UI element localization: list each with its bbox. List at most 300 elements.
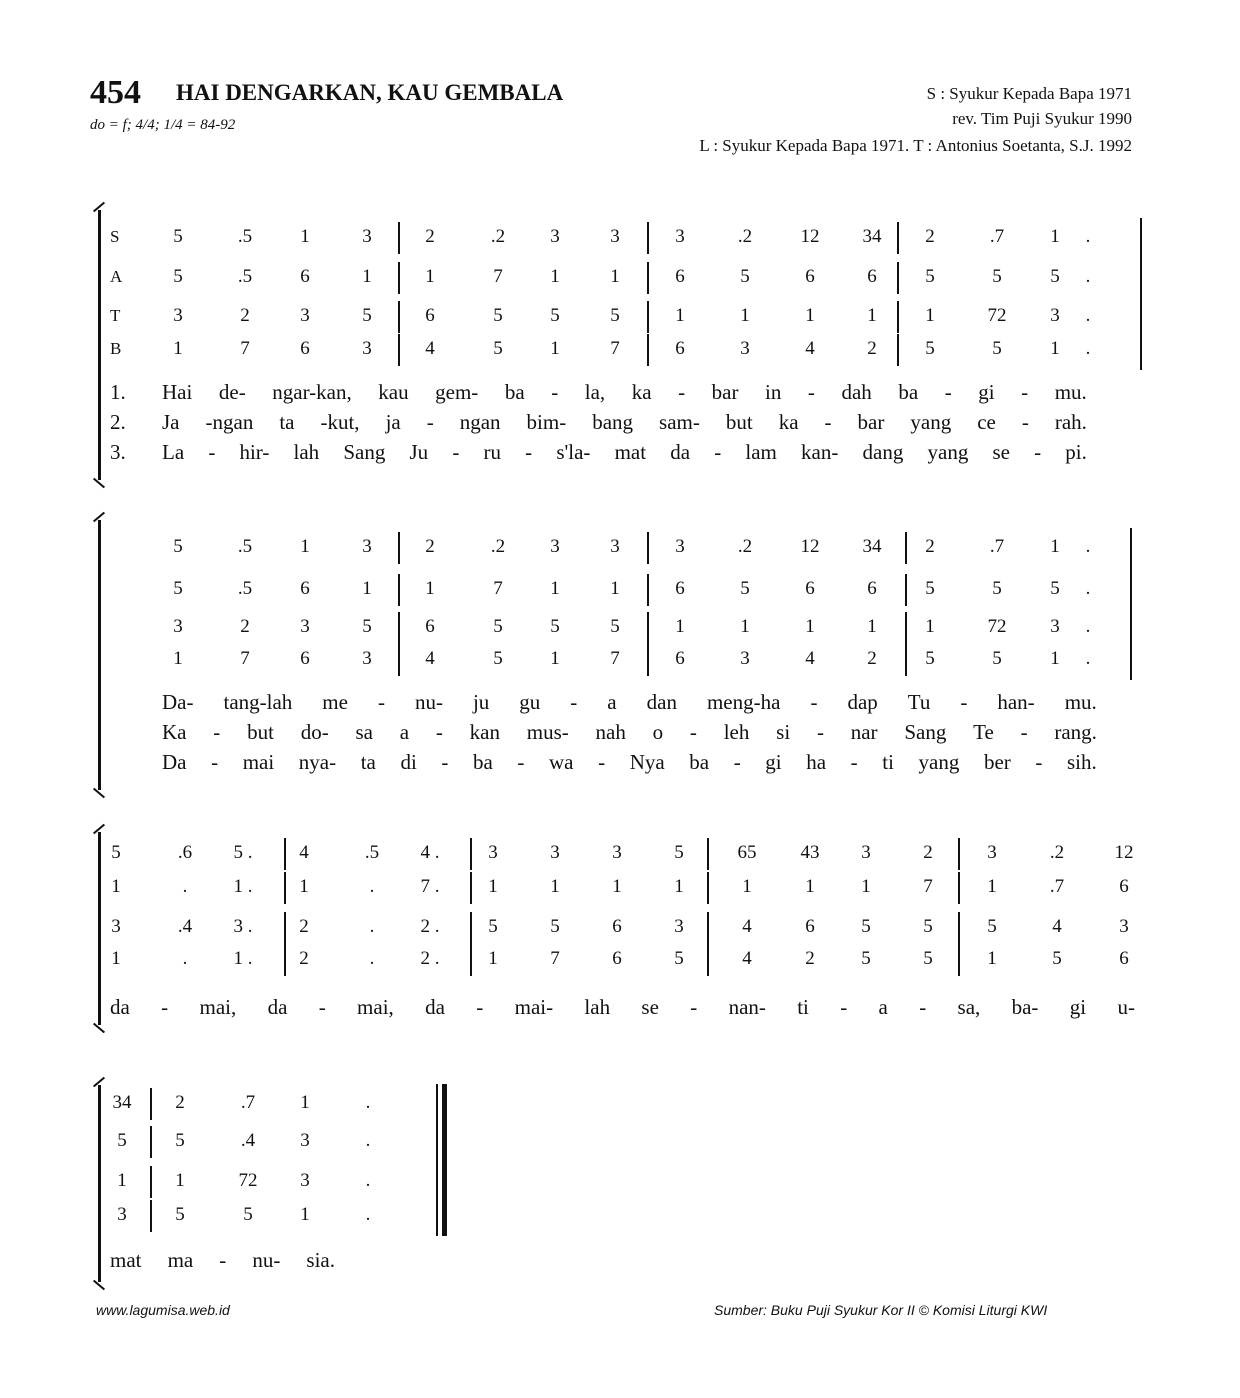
cipher-note: .4	[177, 916, 193, 937]
lyric-syllable: yang	[918, 750, 960, 774]
voice-label: A	[110, 267, 123, 286]
cipher-note: 4	[425, 338, 435, 359]
cipher-note: 1	[861, 876, 871, 897]
cipher-note: 2	[240, 305, 250, 326]
lyric-syllable: mai-	[514, 995, 554, 1019]
cipher-note: 5	[173, 226, 183, 247]
bar-line	[398, 334, 400, 366]
cipher-note: 1	[805, 616, 815, 637]
cipher-note: 5	[111, 842, 121, 863]
cipher-note: .5	[237, 536, 253, 557]
lyric-syllable: Sang	[343, 440, 386, 464]
cipher-note: 5	[173, 578, 183, 599]
lyric-syllable: mai,	[357, 995, 394, 1019]
lyric-syllable: -kut,	[320, 410, 360, 434]
cipher-note: 72	[987, 616, 1007, 637]
lyric-syllable: nah	[595, 720, 626, 744]
cipher-note: 3	[1119, 916, 1129, 937]
lyric-syllable: meng-ha	[706, 690, 781, 714]
lyric-syllable: ngan	[459, 410, 501, 434]
end-bar-line	[1140, 218, 1142, 370]
lyric-syllable: Da-	[162, 690, 194, 714]
bar-line	[647, 574, 649, 606]
cipher-note: 3	[674, 916, 684, 937]
lyric-syllable: but	[247, 720, 274, 744]
lyric-syllable: -	[850, 750, 858, 774]
lyric-syllable: dap	[847, 690, 878, 714]
hymn-number: 454	[90, 74, 141, 111]
cipher-note: 6	[675, 266, 685, 287]
lyric-syllable: -	[1034, 440, 1042, 464]
cipher-note: 6	[675, 578, 685, 599]
cipher-note: 3	[675, 226, 685, 247]
cipher-note: 5	[987, 916, 997, 937]
bar-line	[150, 1088, 152, 1120]
bar-line	[398, 301, 400, 333]
lyric-syllable: -	[816, 720, 824, 744]
cipher-note: 7	[550, 948, 560, 969]
cipher-note: 6	[867, 578, 877, 599]
cipher-note: 4	[425, 648, 435, 669]
cipher-note: 1	[1050, 226, 1060, 247]
lyric-syllable: mat	[110, 1248, 142, 1272]
cipher-note: 1	[300, 226, 310, 247]
cipher-note: 2	[240, 616, 250, 637]
cipher-note: .	[369, 876, 375, 897]
lyric-line	[162, 720, 1097, 745]
cipher-note: 34	[862, 536, 882, 557]
lyric-syllable: -	[840, 995, 848, 1019]
cipher-note: 6	[1119, 948, 1129, 969]
lyric-syllable: -	[598, 750, 606, 774]
cipher-note: 1	[742, 876, 752, 897]
cipher-note: .	[1085, 226, 1091, 247]
lyric-syllable: da	[670, 440, 691, 464]
cipher-note: 65	[737, 842, 757, 863]
lyric-syllable: me	[322, 690, 348, 714]
verse-number: 3.	[110, 440, 126, 464]
cipher-note: 2	[923, 842, 933, 863]
cipher-note: 7	[610, 648, 620, 669]
cipher-note: 5	[243, 1204, 253, 1225]
cipher-note: 5	[493, 338, 503, 359]
cipher-note: 5	[493, 305, 503, 326]
lyric-syllable: -	[161, 995, 169, 1019]
bar-line	[647, 532, 649, 564]
cipher-note: 6	[300, 648, 310, 669]
lyric-syllable: ka	[778, 410, 799, 434]
cipher-note: .6	[177, 842, 193, 863]
cipher-note: 1 .	[233, 948, 253, 969]
cipher-note: 1	[675, 616, 685, 637]
lyric-syllable: si	[776, 720, 791, 744]
cipher-note: 3	[861, 842, 871, 863]
cipher-note: 1	[550, 266, 560, 287]
cipher-note: 1	[300, 1092, 310, 1113]
cipher-note: 5	[362, 305, 372, 326]
cipher-note: 1	[425, 578, 435, 599]
lyric-syllable: Da	[162, 750, 187, 774]
lyric-syllable: -	[551, 380, 559, 404]
cipher-note: 6	[612, 948, 622, 969]
lyric-syllable: bim-	[526, 410, 567, 434]
lyric-syllable: dah	[841, 380, 872, 404]
bar-line	[707, 912, 709, 944]
lyric-syllable: gem-	[435, 380, 479, 404]
cipher-note: 5	[550, 305, 560, 326]
cipher-note: 1	[867, 305, 877, 326]
cipher-note: 2 .	[420, 916, 440, 937]
cipher-note: 2	[175, 1092, 185, 1113]
cipher-note: 5	[488, 916, 498, 937]
bar-line	[707, 944, 709, 976]
lyric-syllable: ta	[279, 410, 295, 434]
system-brace-line	[98, 520, 101, 790]
cipher-note: 5	[173, 266, 183, 287]
lyric-syllable: ba	[504, 380, 525, 404]
bar-line	[905, 612, 907, 644]
final-double-bar	[442, 1084, 447, 1236]
cipher-note: .	[1085, 648, 1091, 669]
lyric-syllable: -	[678, 380, 686, 404]
lyric-syllable: mai	[242, 750, 275, 774]
cipher-note: 1	[173, 338, 183, 359]
cipher-note: .5	[364, 842, 380, 863]
hymn-title: HAI DENGARKAN, KAU GEMBALA	[176, 80, 564, 105]
cipher-note: 6	[675, 338, 685, 359]
cipher-note: 1	[550, 338, 560, 359]
cipher-note: 6	[612, 916, 622, 937]
cipher-note: 5	[861, 916, 871, 937]
lyric-syllable: -	[1020, 720, 1028, 744]
cipher-note: 3	[987, 842, 997, 863]
cipher-note: 5	[175, 1204, 185, 1225]
cipher-note: 1	[299, 876, 309, 897]
cipher-note: 7	[240, 338, 250, 359]
cipher-note: 1	[111, 948, 121, 969]
bar-line	[470, 838, 472, 870]
cipher-note: 3	[488, 842, 498, 863]
cipher-note: 5	[550, 616, 560, 637]
cipher-note: 2	[425, 536, 435, 557]
cipher-note: 5	[117, 1130, 127, 1151]
lyric-syllable: hir-	[239, 440, 270, 464]
bar-line	[707, 872, 709, 904]
cipher-note: 5	[992, 648, 1002, 669]
cipher-note: 1	[425, 266, 435, 287]
bar-line	[470, 912, 472, 944]
lyric-syllable: mat	[614, 440, 647, 464]
lyric-syllable: di	[400, 750, 417, 774]
cipher-note: .2	[490, 226, 506, 247]
lyric-syllable: -	[714, 440, 722, 464]
cipher-note: 1	[674, 876, 684, 897]
lyric-syllable: -	[525, 440, 533, 464]
cipher-note: .7	[989, 536, 1005, 557]
lyric-syllable: -	[441, 750, 449, 774]
lyric-line	[162, 690, 1097, 715]
lyric-syllable: sia.	[306, 1248, 335, 1272]
lyric-syllable: gu	[519, 690, 541, 714]
lyric-syllable: -	[211, 750, 219, 774]
cipher-note: 1	[488, 948, 498, 969]
cipher-note: 1	[925, 305, 935, 326]
cipher-note: 6	[805, 916, 815, 937]
lyric-syllable: -	[219, 1248, 227, 1272]
lyric-syllable: mai,	[199, 995, 237, 1019]
lyric-syllable: -	[919, 995, 927, 1019]
lyric-syllable: -	[570, 690, 578, 714]
bar-line	[398, 644, 400, 676]
lyric-syllable: nar	[850, 720, 878, 744]
cipher-note: 1	[740, 616, 750, 637]
lyric-syllable: Ja	[162, 410, 180, 434]
cipher-note: 1	[550, 648, 560, 669]
cipher-note: 5	[362, 616, 372, 637]
cipher-note: .7	[989, 226, 1005, 247]
cipher-note: 4	[299, 842, 309, 863]
cipher-note: 5	[1050, 578, 1060, 599]
lyric-syllable: nu-	[414, 690, 443, 714]
cipher-note: 4	[805, 338, 815, 359]
cipher-note: 3	[740, 338, 750, 359]
bar-line	[398, 574, 400, 606]
cipher-note: .2	[737, 226, 753, 247]
cipher-note: 3 .	[233, 916, 253, 937]
lyric-syllable: rang.	[1054, 720, 1097, 744]
lyric-syllable: ber	[983, 750, 1011, 774]
lyric-syllable: -	[960, 690, 968, 714]
lyric-syllable: mu.	[1054, 380, 1087, 404]
lyric-syllable: mu.	[1064, 690, 1097, 714]
end-bar-line	[436, 1084, 438, 1236]
cipher-note: 1	[987, 876, 997, 897]
bar-line	[958, 872, 960, 904]
lyric-line	[162, 440, 1087, 465]
bar-line	[647, 301, 649, 333]
bar-line	[958, 838, 960, 870]
footer-source: Sumber: Buku Puji Syukur Kor II © Komisi Liturgi KWI	[714, 1302, 1048, 1318]
cipher-note: 7	[923, 876, 933, 897]
bar-line	[647, 334, 649, 366]
cipher-note: 2	[925, 226, 935, 247]
lyric-syllable: pi.	[1065, 440, 1087, 464]
lyric-syllable: -	[824, 410, 832, 434]
cipher-note: 3	[117, 1204, 127, 1225]
cipher-note: 7	[493, 266, 503, 287]
cipher-note: 5	[861, 948, 871, 969]
lyric-syllable: ti	[882, 750, 894, 774]
cipher-note: 1	[550, 876, 560, 897]
cipher-note: 5	[992, 266, 1002, 287]
tempo-key-info: do = f; 4/4; 1/4 = 84-92	[90, 117, 236, 133]
cipher-note: 5	[1050, 266, 1060, 287]
cipher-note: 2	[805, 948, 815, 969]
cipher-note: .	[365, 1130, 371, 1151]
cipher-note: 5	[740, 578, 750, 599]
cipher-note: 2	[867, 648, 877, 669]
lyric-syllable: rah.	[1054, 410, 1087, 434]
cipher-note: 3	[362, 338, 372, 359]
bar-line	[647, 222, 649, 254]
cipher-note: 1	[1050, 338, 1060, 359]
cipher-note: .	[1085, 338, 1091, 359]
lyric-syllable: -ngan	[205, 410, 254, 434]
lyric-syllable: la,	[584, 380, 606, 404]
cipher-note: 1	[1050, 648, 1060, 669]
cipher-note: 7 .	[420, 876, 440, 897]
cipher-note: 4	[742, 948, 752, 969]
cipher-note: 1	[300, 536, 310, 557]
lyric-syllable: nan-	[728, 995, 766, 1019]
end-bar-line	[1130, 528, 1132, 680]
lyric-syllable: -	[318, 995, 326, 1019]
cipher-note: 2 .	[420, 948, 440, 969]
cipher-note: 72	[987, 305, 1007, 326]
lyric-syllable: yang	[927, 440, 969, 464]
cipher-note: 4	[1052, 916, 1062, 937]
cipher-note: 4	[805, 648, 815, 669]
cipher-note: 5	[992, 578, 1002, 599]
lyric-syllable: -	[476, 995, 484, 1019]
cipher-note: 4	[742, 916, 752, 937]
cipher-note: 6	[867, 266, 877, 287]
bar-line	[398, 532, 400, 564]
bar-line	[150, 1166, 152, 1198]
cipher-note: 12	[800, 536, 820, 557]
lyric-syllable: ba	[898, 380, 919, 404]
lyric-syllable: ba-	[1011, 995, 1039, 1019]
bar-line	[958, 944, 960, 976]
cipher-note: 1	[362, 266, 372, 287]
cipher-note: 3	[300, 1170, 310, 1191]
lyric-syllable: a	[399, 720, 410, 744]
lyric-syllable: a	[878, 995, 888, 1019]
voice-label: T	[110, 306, 121, 325]
cipher-note: 6	[805, 266, 815, 287]
cipher-note: 1	[987, 948, 997, 969]
cipher-note: 1	[300, 1204, 310, 1225]
lyric-syllable: se	[992, 440, 1010, 464]
cipher-note: 5	[925, 648, 935, 669]
bar-line	[398, 222, 400, 254]
cipher-note: 3	[1050, 305, 1060, 326]
lyric-syllable: sa	[355, 720, 373, 744]
lyric-syllable: Ju	[409, 440, 429, 464]
lyric-syllable: gi	[1069, 995, 1087, 1019]
lyric-syllable: -	[452, 440, 460, 464]
cipher-note: 5	[550, 916, 560, 937]
cipher-note: 7	[493, 578, 503, 599]
lyric-syllable: Nya	[629, 750, 665, 774]
cipher-note: 6	[300, 266, 310, 287]
cipher-note: 12	[1114, 842, 1134, 863]
cipher-note: 2	[867, 338, 877, 359]
cipher-note: 5	[175, 1130, 185, 1151]
cipher-note: 1	[610, 266, 620, 287]
cipher-note: 5	[923, 916, 933, 937]
cipher-note: 6	[1119, 876, 1129, 897]
cipher-note: 43	[800, 842, 820, 863]
cipher-note: 5	[173, 536, 183, 557]
lyric-syllable: sa,	[957, 995, 981, 1019]
lyric-syllable: se	[641, 995, 659, 1019]
lyric-syllable: -	[689, 720, 697, 744]
lyric-syllable: lam	[745, 440, 777, 464]
cipher-note: 3	[362, 226, 372, 247]
lyric-syllable: -	[690, 995, 698, 1019]
lyric-syllable: ju	[472, 690, 490, 714]
cipher-note: 2	[299, 916, 309, 937]
cipher-note: 3	[610, 226, 620, 247]
lyric-syllable: kau	[378, 380, 409, 404]
bar-line	[897, 334, 899, 366]
lyric-syllable: da	[267, 995, 288, 1019]
cipher-note: 5	[1052, 948, 1062, 969]
cipher-note: 5	[923, 948, 933, 969]
lyric-syllable: -	[213, 720, 221, 744]
lyric-syllable: s'la-	[556, 440, 591, 464]
cipher-note: 34	[862, 226, 882, 247]
lyric-syllable: bang	[592, 410, 634, 434]
lyric-syllable: -	[426, 410, 434, 434]
lyric-syllable: Sang	[904, 720, 947, 744]
bar-line	[398, 262, 400, 294]
cipher-note: .	[1085, 536, 1091, 557]
lyric-syllable: Te	[973, 720, 994, 744]
bar-line	[897, 222, 899, 254]
cipher-note: 7	[610, 338, 620, 359]
lyric-syllable: da	[425, 995, 445, 1019]
bar-line	[905, 644, 907, 676]
cipher-note: 1	[111, 876, 121, 897]
cipher-note: 1	[675, 305, 685, 326]
cipher-note: 6	[425, 616, 435, 637]
lyric-syllable: tang-lah	[223, 690, 293, 714]
cipher-note: 6	[425, 305, 435, 326]
credit-revision: rev. Tim Puji Syukur 1990	[952, 109, 1132, 128]
cipher-note: 6	[675, 648, 685, 669]
lyric-syllable: lah	[293, 440, 320, 464]
cipher-note: .	[369, 916, 375, 937]
lyric-syllable: leh	[723, 720, 750, 744]
lyric-syllable: dang	[862, 440, 904, 464]
lyric-line	[110, 1248, 335, 1273]
cipher-note: 1	[173, 648, 183, 669]
lyric-syllable: kan-	[801, 440, 839, 464]
lyric-syllable: ti	[797, 995, 809, 1019]
cipher-note: 1	[867, 616, 877, 637]
cipher-note: 2	[925, 536, 935, 557]
bar-line	[905, 532, 907, 564]
bar-line	[647, 262, 649, 294]
lyric-syllable: ka	[631, 380, 652, 404]
cipher-note: .7	[240, 1092, 256, 1113]
cipher-note: 5	[925, 338, 935, 359]
cipher-note: 5 .	[233, 842, 253, 863]
lyric-syllable: sam-	[659, 410, 700, 434]
bar-line	[470, 944, 472, 976]
lyric-syllable: Tu	[907, 690, 931, 714]
lyric-syllable: -	[807, 380, 815, 404]
lyric-syllable: dan	[646, 690, 677, 714]
lyric-syllable: La	[162, 440, 185, 464]
cipher-note: .	[365, 1204, 371, 1225]
cipher-note: 5	[740, 266, 750, 287]
footer-website: www.lagumisa.web.id	[96, 1302, 230, 1318]
cipher-note: .7	[1049, 876, 1065, 897]
cipher-note: 3	[111, 916, 121, 937]
